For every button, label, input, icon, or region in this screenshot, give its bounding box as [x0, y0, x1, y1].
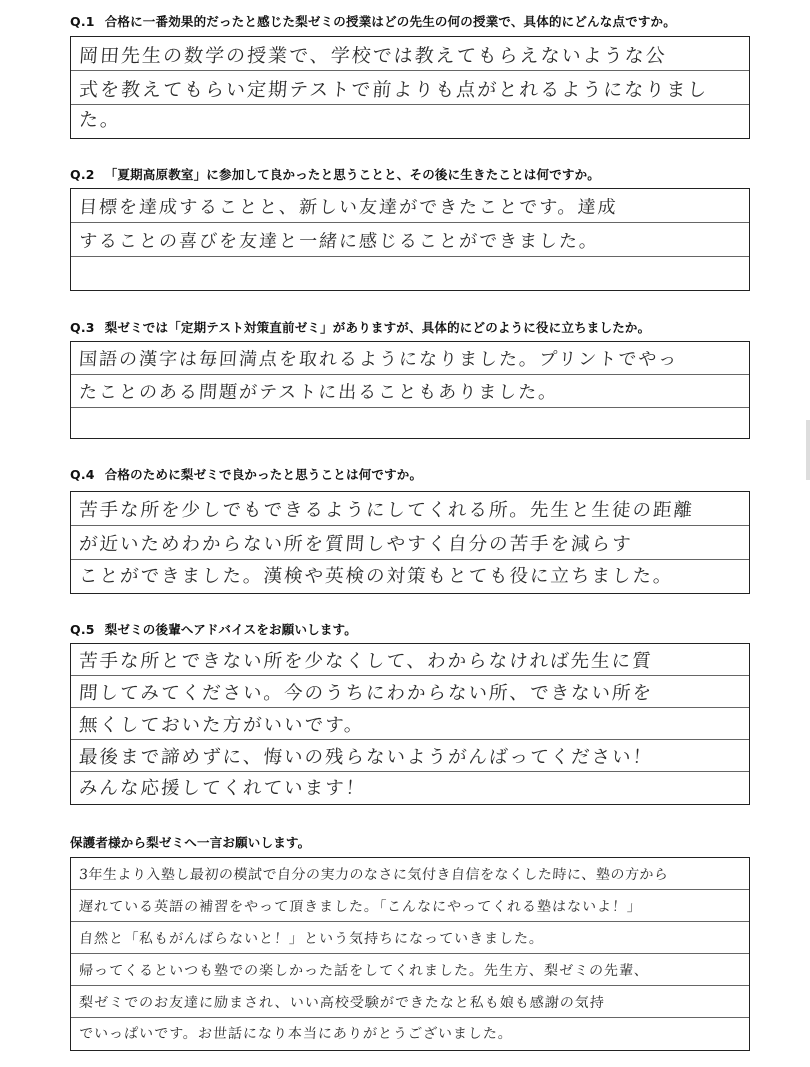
q3-answer-box: [70, 341, 750, 439]
q4-answer-line: が近いためわからない所を質問しやすく自分の苦手を減らす: [71, 526, 749, 560]
q4-answer-line: ことができました。漢検や英検の対策もとても役に立ちました。: [78, 566, 675, 587]
q5-answer-line: 苦手な所とできない所を少なくして、わからなければ先生に質: [71, 644, 749, 676]
q2-answer-line: 目標を達成することと、新しい友達ができたことです。達成: [71, 189, 749, 223]
parents-answer-line: 3年生より入塾し最初の模試で自分の実力のなさに気付き自信をなくした時に、塾の方から: [71, 858, 749, 890]
q4-question: 合格のために梨ゼミで良かったと思うことは何ですか。: [104, 467, 423, 482]
q3-heading: [70, 318, 650, 336]
q2-question: 「夏期高原教室」に参加して良かったと思うことと、その後に生きたことは何ですか。: [104, 167, 600, 182]
q1-answer-line: 岡田先生の数学の授業で、学校では教えてもらえないような公: [71, 37, 749, 71]
q4-answer-box: [70, 491, 750, 594]
q5-answer-line: みんな応援してくれています！: [78, 778, 367, 799]
parents-answer-line: でいっぱいです。お世話になり本当にありがとうございました。: [78, 1026, 514, 1042]
q4-heading: [70, 465, 422, 483]
parents-answer-line: 遅れている英語の補習をやって頂きました。「こんなにやってくれる塾はないよ！」: [71, 890, 749, 922]
parents-heading: [70, 833, 310, 851]
q3-question: 梨ゼミでは「定期テスト対策直前ゼミ」がありますが、具体的にどのように役に立ちましたか。: [104, 320, 651, 335]
q1-answer-line: 式を教えてもらい定期テストで前よりも点がとれるようになりまし: [71, 71, 749, 105]
q5-answer-line: 問してみてください。今のうちにわからない所、できない所を: [71, 676, 749, 708]
q2-answer-box: [70, 188, 750, 291]
q5-answer-line: 無くしておいた方がいいです。: [71, 708, 749, 740]
parents-title: 保護者様から梨ゼミへ一言お願いします。: [70, 835, 311, 850]
q1-answer-line: た。: [78, 109, 122, 131]
parents-answer-line: 自然と「私もがんばらないと！」という気持ちになっていきました。: [71, 922, 749, 954]
q2-answer-line: することの喜びを友達と一緒に感じることができました。: [71, 223, 749, 257]
q2-answer-line: [71, 257, 749, 289]
q3-answer-line: たことのある問題がテストに出ることもありました。: [71, 375, 749, 408]
parents-answer-line: 梨ゼミでのお友達に励まされ、いい高校受験ができたなと私も娘も感謝の気持: [71, 986, 749, 1018]
q1-heading: [70, 12, 676, 30]
parents-answer-line: 帰ってくるといつも塾での楽しかった話をしてくれました。先生方、梨ゼミの先輩、: [71, 954, 749, 986]
q2-heading: [70, 165, 600, 183]
scan-edge-shadow: [806, 420, 810, 480]
q4-number: Q.4: [70, 467, 95, 482]
q5-number: Q.5: [70, 622, 95, 637]
q1-number: Q.1: [70, 14, 95, 29]
q1-answer-box: [70, 36, 750, 139]
q5-answer-line: 最後まで諦めずに、悔いの残らないようがんばってください！: [71, 740, 749, 772]
parents-answer-box: [70, 857, 750, 1051]
q3-answer-line: 国語の漢字は毎回満点を取れるようになりました。プリントでやっ: [71, 342, 749, 375]
q3-answer-line: [71, 408, 749, 438]
q5-answer-box: [70, 643, 750, 805]
q5-question: 梨ゼミの後輩へアドバイスをお願いします。: [104, 622, 357, 637]
q2-number: Q.2: [70, 167, 95, 182]
q3-number: Q.3: [70, 320, 95, 335]
q4-answer-line: 苦手な所を少しでもできるようにしてくれる所。先生と生徒の距離: [71, 492, 749, 526]
q5-heading: [70, 620, 357, 638]
q1-question: 合格に一番効果的だったと感じた梨ゼミの授業はどの先生の何の授業で、具体的にどんな点ですか。: [104, 14, 676, 29]
